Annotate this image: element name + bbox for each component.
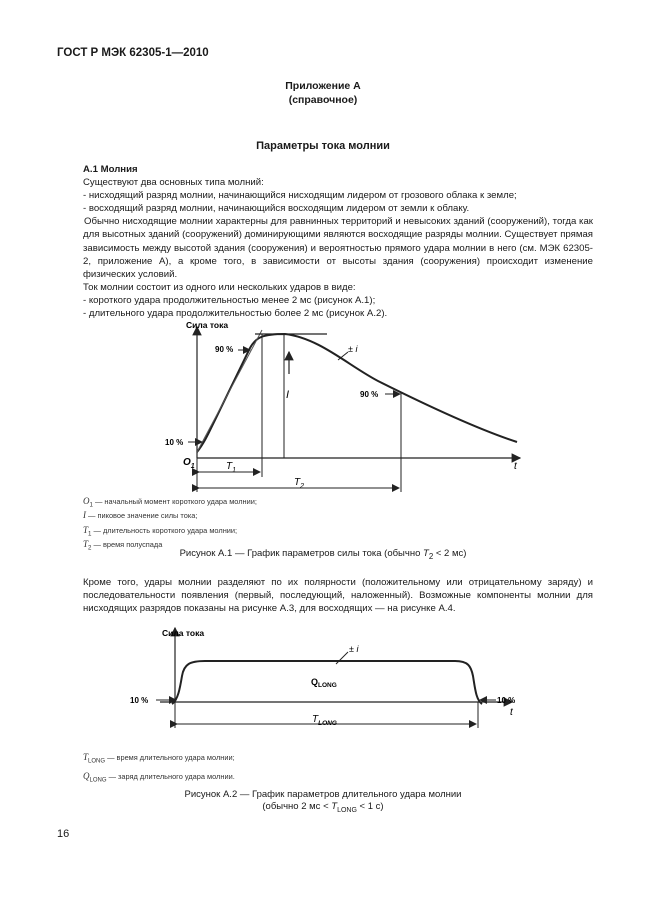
x-axis-label: t [514,461,517,472]
caption-line: Рисунок А.2 — График параметров длительного удара молнии [184,789,462,800]
legend-row: $Q_{LONG}$ — заряд длительного удара молнии. [83,771,235,784]
label-q-long: $Q_{LONG}$ [311,677,337,689]
legend-row: $O_1$ — начальный момент короткого удара молнии; [83,496,257,509]
label-10: 10 % [165,438,184,447]
label-t1: $T_1$ [226,461,237,474]
page-number: 16 [57,828,70,840]
figure-1-legend [83,496,257,554]
label-90-left: 90 % [215,345,234,354]
label-pm-i: ± i [348,344,358,354]
legend-row: $T_2$ — время полуспада [83,539,163,552]
figure-2-graph [0,618,646,730]
label-90-right: 90 % [360,390,379,399]
label-t-long: $T_{LONG}$ [312,714,337,727]
caption-line: (обычно 2 мс < $T_{LONG} < 1$ с) [262,801,384,814]
list-item: - короткого удара продолжительностью менее 2 мс (рисунок А.1); [83,294,376,306]
paragraph: Кроме того, удары молнии разделяют по их полярности (положительному или отрицательному заряду) и последовательности появления (первый, последующий, наложенный). Возможные компоненты молнии для нисходящих разрядов показаны на рисунке А.3, для восходящих — на рисунке А.4. [83,577,593,615]
list-item: - восходящий разряд молнии, начинающийся восходящим лидером от земли к облаку. [83,203,470,215]
figure-1-caption: Рисунок А.1 — График параметров силы тока (обычно $T_2 < 2$ мс) [179,548,467,561]
label-o1: $O_1$ [183,457,195,470]
y-axis-label: Сила тока [162,628,205,638]
section-a1-heading: А.1 Молния [83,164,138,175]
label-pm-i: ± i [349,644,359,654]
peak-label: I [286,389,290,401]
y-axis-label: Сила тока [186,320,229,330]
figure-2-legend [83,752,235,787]
label-t2: $T_2$ [294,477,305,490]
list-item: - нисходящий разряд молнии, начинающийся нисходящим лидером от грозового облака к земле; [83,190,517,202]
paragraph: Обычно нисходящие молнии характерны для равнинных территорий и невысоких зданий (сооружений), тогда как для высотных зданий (сооружений) доминирующими являются восходящие разряды молнии. Существует прямая зависимость между высотой здания (сооружения) и вероятностью прямого удара молнии в него (см. МЭК 62305-2, приложение А), а кроме того, в зависимости от высоты здания (сооружения) происходит изменение физических условий. [83,216,593,280]
annex-heading [0,79,646,107]
list-item: - длительного удара продолжительностью более 2 мс (рисунок А.2). [83,308,388,320]
legend-row: $T_{LONG}$ — время длительного удара молнии; [83,752,235,765]
section-a1 [83,163,593,320]
annex-title: Приложение А [285,80,361,92]
annex-note: (справочное) [288,94,358,106]
label-10-right: 10 % [497,696,516,705]
pm-leader [336,652,348,664]
paragraph: Ток молнии состоит из одного или нескольких ударов в виде: [83,281,356,293]
paragraph-polarity [83,576,593,615]
standard-header: ГОСТ Р МЭК 62305-1—2010 [57,47,209,59]
figure-2-caption [0,789,646,817]
section-title: Параметры тока молнии [256,140,390,152]
legend-row: $T_1$ — длительность короткого удара молнии; [83,524,238,538]
paragraph: Существуют два основных типа молний: [83,177,264,189]
legend-row: I — пиковое значение силы тока; [83,510,198,521]
x-axis-label: t [510,707,513,718]
label-10-left: 10 % [130,696,149,705]
figure-1-graph [0,312,646,497]
